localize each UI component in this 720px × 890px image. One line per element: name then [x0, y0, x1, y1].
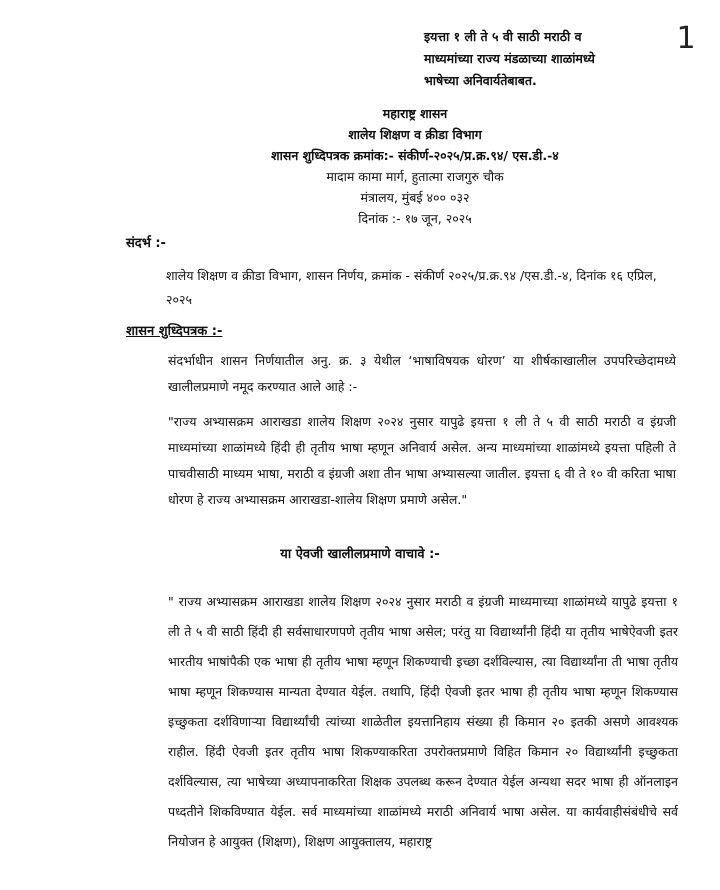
- corrigendum-intro: संदर्भाधीन शासन निर्णयातील अनु. क्र. ३ येथील ‘भाषाविषयक धोरण’ या शीर्षकाखालील उपपरिच्छेदामध्ये खालीलप्रमाणे नमूद करण्यात आले आहे :-: [168, 353, 676, 394]
- letterhead: [180, 103, 650, 229]
- read-as-heading: या ऐवजी खालीलप्रमाणे वाचावे :-: [280, 547, 440, 562]
- page-number: 1: [676, 21, 696, 56]
- reference-text: शालेय शिक्षण व क्रीडा विभाग, शासन निर्णय, क्रमांक - संकीर्ण २०२५/प्र.क्र.९४ /एस.डी.-४, दिनांक १६ एप्रिल, २०२५: [166, 268, 657, 307]
- corrigendum-number: शासन शुध्दिपत्रक क्रमांक:- संकीर्ण-२०२५/प्र.क्र.९४/ एस.डी.-४: [271, 148, 559, 163]
- address-line: मादाम कामा मार्ग, हुतात्मा राजगुरु चौक: [326, 169, 504, 184]
- corrigendum-heading: शासन शुध्दिपत्रक :-: [126, 324, 223, 339]
- subject-line: भाषेच्या अनिवार्यतेबाबत.: [424, 73, 537, 88]
- original-quote: "राज्य अभ्यासक्रम आराखडा शालेय शिक्षण २०२४ नुसार यापुढे इयत्ता १ ली ते ५ वी साठी मराठी व इंग्रजी माध्यमांच्या शाळांमध्ये हिंदी ही तृतीय भाषा म्हणून अनिवार्य असेल. अन्य माध्यमांच्या शाळांमध्ये इयत्ता पहिली ते पाचवीसाठी माध्यम भाषा, मराठी व इंग्रजी अशा तीन भाषा अभ्यासल्या जातील. इयत्ता ६ वी ते १० वी करिता भाषा धोरण हे राज्य अभ्यासक्रम आराखडा-शालेय शिक्षण प्रमाणे असेल.": [168, 414, 676, 507]
- department-name: शालेय शिक्षण व क्रीडा विभाग: [348, 127, 482, 142]
- government-name: महाराष्ट्र शासन: [382, 106, 448, 121]
- subject-line: माध्यमांच्या राज्य मंडळाच्या शाळांमध्ये: [424, 51, 595, 66]
- address-city: मंत्रालय, मुंबई ४०० ०३२: [360, 190, 470, 205]
- replacement-quote: " राज्य अभ्यासक्रम आराखडा शालेय शिक्षण २०२४ नुसार मराठी व इंग्रजी माध्यमाच्या शाळांमध्ये यापुढे इयत्ता १ ली ते ५ वी साठी हिंदी ही सर्वसाधारणपणे तृतीय भाषा असेल; परंतु या विद्यार्थ्यांनी हिंदी या तृतीय भाषेऐवजी इतर भारतीय भाषांपैकी एक भाषा ही तृतीय भाषा म्हणून शिकण्याची इच्छा दर्शविल्यास, त्या विद्यार्थ्यांना ती भाषा तृतीय भाषा म्हणून शिकण्यास मान्यता देण्यात येईल. तथापि, हिंदी ऐवजी इतर भाषा ही तृतीय भाषा म्हणून शिकण्यास इच्छुकता दर्शविणाऱ्या विद्यार्थ्यांची त्यांच्या शाळेतील इयत्तानिहाय संख्या ही किमान २० इतकी असणे आवश्यक राहील. हिंदी ऐवजी इतर तृतीय भाषा शिकण्याकरिता उपरोक्तप्रमाणे विहित किमान २० विद्यार्थ्यांनी इच्छुकता दर्शविल्यास, त्या भाषेच्या अध्यापनाकरिता शिक्षक उपलब्ध करून देण्यात येईल अन्यथा सदर भाषा ही ऑनलाइन पध्दतीने शिकविण्यात येईल. सर्व माध्यमांच्या शाळांमध्ये मराठी अनिवार्य भाषा असेल. या कार्यवाहीसंबंधीचे सर्व नियोजन हे आयुक्त (शिक्षण), शिक्षण आयुक्तालय, महाराष्ट्र: [168, 594, 678, 849]
- reference-heading: संदर्भ :-: [126, 236, 166, 251]
- subject-block: [424, 26, 674, 92]
- date-line: दिनांक :- १७ जून, २०२५: [358, 211, 472, 226]
- subject-line: इयत्ता १ ली ते ५ वी साठी मराठी व: [424, 29, 582, 44]
